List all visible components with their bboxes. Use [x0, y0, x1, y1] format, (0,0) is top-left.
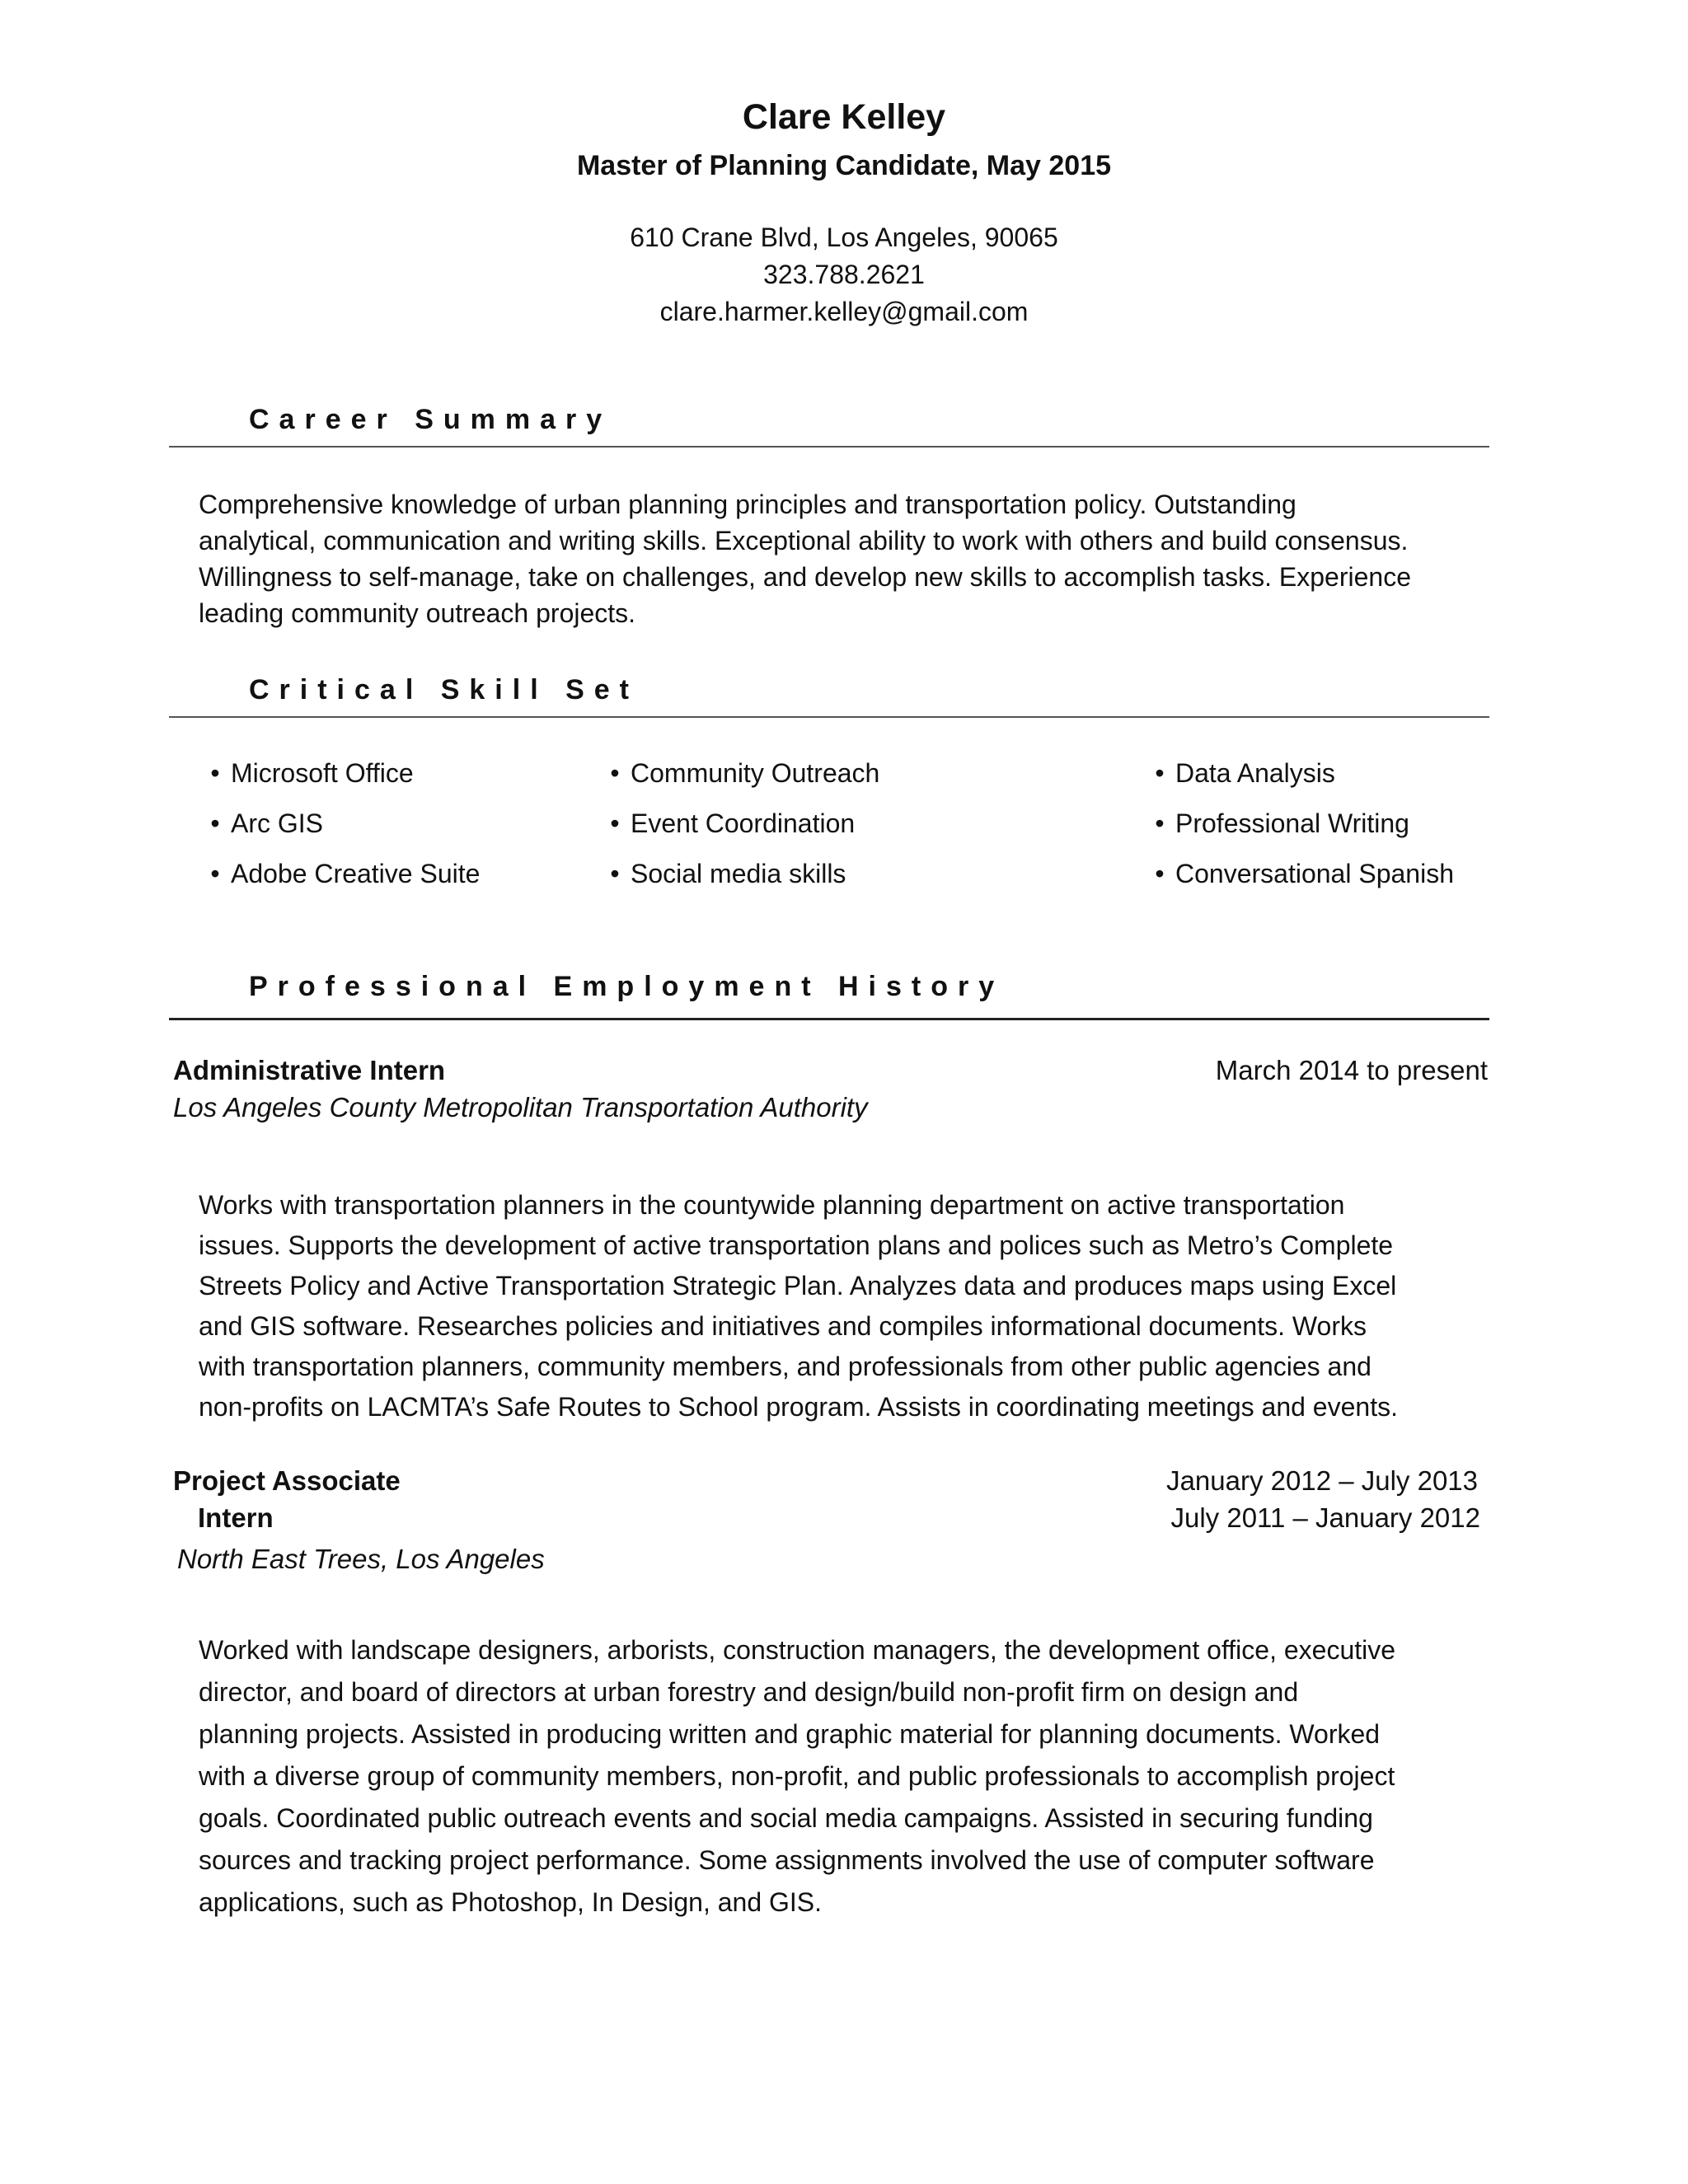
description-line: and GIS software. Researches policies and initiatives and compiles informational documents. Works — [199, 1311, 1367, 1341]
job-dates: March 2014 to present — [1215, 1055, 1488, 1085]
career-summary-text — [199, 486, 1501, 631]
contact-email: clare.harmer.kelley@gmail.com — [659, 297, 1029, 326]
description-line: goals. Coordinated public outreach events and social media campaigns. Assisted in securing funding — [199, 1803, 1373, 1833]
job-organization: Los Angeles County Metropolitan Transportation Authority — [173, 1092, 868, 1122]
section-divider — [169, 716, 1489, 718]
job-title: Administrative Intern — [173, 1055, 446, 1085]
description-line: issues. Supports the development of active transportation plans and polices such as Metro’s Complete — [199, 1230, 1394, 1260]
description-line: with a diverse group of community members, non-profit, and public professionals to accomplish project — [199, 1761, 1395, 1791]
description-line: with transportation planners, community members, and professionals from other public agencies and — [199, 1352, 1372, 1381]
summary-line: Comprehensive knowledge of urban planning principles and transportation policy. Outstanding — [199, 490, 1296, 519]
section-divider — [169, 1018, 1489, 1020]
skill-set-heading: Critical Skill Set — [249, 674, 639, 705]
job-subdates: July 2011 – January 2012 — [1170, 1502, 1480, 1533]
job-description — [199, 1629, 1501, 1924]
skill-item: • Adobe Creative Suite — [199, 859, 480, 909]
description-line: Works with transportation planners in the countywide planning department on active transportation — [199, 1190, 1345, 1220]
skill-item: • Event Coordination — [599, 808, 879, 859]
summary-line: analytical, communication and writing skills. Exceptional ability to work with others and build consensus. — [199, 526, 1409, 555]
job-title: Project Associate — [173, 1465, 401, 1496]
description-line: Streets Policy and Active Transportation Strategic Plan. Analyzes data and produces maps using Excel — [199, 1271, 1397, 1301]
job-description — [199, 1185, 1501, 1427]
skill-item: • Microsoft Office — [199, 758, 480, 808]
job-organization: North East Trees, Los Angeles — [177, 1544, 545, 1574]
skills-column-1 — [199, 758, 480, 909]
skills-column-2 — [599, 758, 879, 909]
skill-item: • Conversational Spanish — [1144, 859, 1454, 909]
summary-line: Willingness to self-manage, take on challenges, and develop new skills to accomplish tasks. Experience — [199, 562, 1411, 592]
employment-heading: Professional Employment History — [249, 971, 1005, 1002]
skills-column-3 — [1144, 758, 1454, 909]
description-line: applications, such as Photoshop, In Design, and GIS. — [199, 1887, 823, 1917]
contact-address: 610 Crane Blvd, Los Angeles, 90065 — [630, 223, 1058, 252]
contact-phone: 323.788.2621 — [763, 260, 925, 289]
skill-item: • Arc GIS — [199, 808, 480, 859]
resume-degree: Master of Planning Candidate, May 2015 — [576, 150, 1112, 181]
job-subtitle: Intern — [198, 1502, 274, 1533]
job-dates: January 2012 – July 2013 — [1166, 1465, 1478, 1496]
career-summary-heading: Career Summary — [249, 404, 612, 435]
section-divider — [169, 446, 1489, 448]
skill-item: • Professional Writing — [1144, 808, 1454, 859]
skill-item: • Social media skills — [599, 859, 879, 909]
skill-item: • Data Analysis — [1144, 758, 1454, 808]
resume-name: Clare Kelley — [742, 97, 946, 137]
description-line: Worked with landscape designers, arborists, construction managers, the development office, executive — [199, 1635, 1396, 1665]
summary-line: leading community outreach projects. — [199, 598, 636, 628]
description-line: director, and board of directors at urban forestry and design/build non-profit firm on design and — [199, 1677, 1299, 1707]
description-line: sources and tracking project performance. Some assignments involved the use of computer software — [199, 1845, 1375, 1875]
description-line: planning projects. Assisted in producing written and graphic material for planning documents. Worked — [199, 1719, 1381, 1749]
description-line: non-profits on LACMTA’s Safe Routes to School program. Assists in coordinating meetings and events. — [199, 1392, 1398, 1422]
skill-item: • Community Outreach — [599, 758, 879, 808]
